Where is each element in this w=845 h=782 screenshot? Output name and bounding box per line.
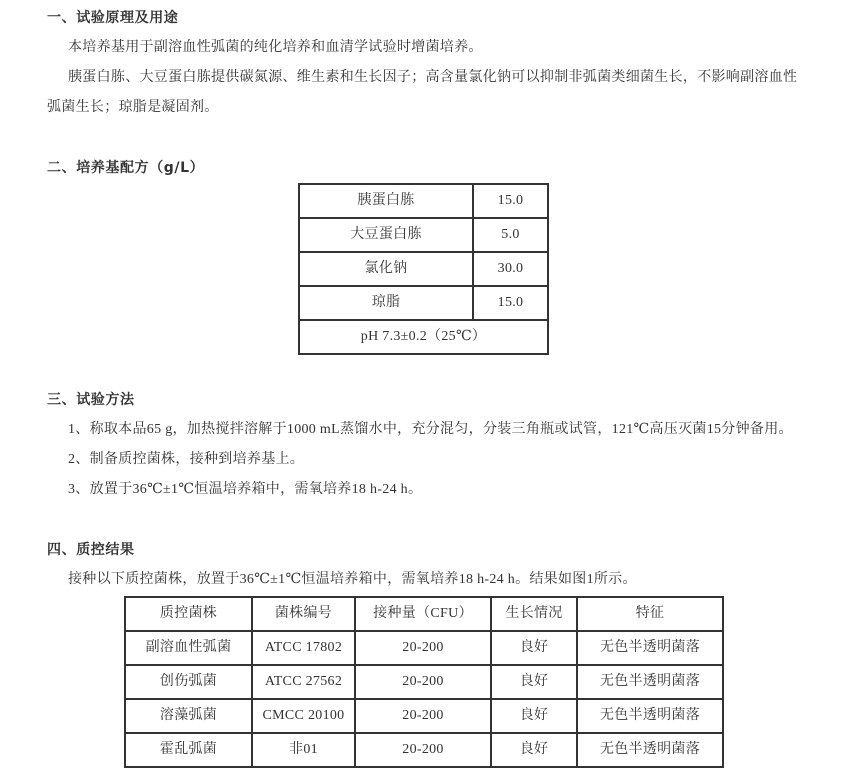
strain-cell: 创伤弧菌	[125, 665, 252, 699]
method-step: 2、制备质控菌株，接种到培养基上。	[68, 452, 305, 467]
formula-ph-row	[299, 320, 548, 354]
characteristics-cell: 无色半透明菌落	[577, 665, 723, 699]
qc-table-header	[125, 597, 723, 631]
qc-table-row	[125, 631, 723, 665]
header-cell-growth: 生长情况	[491, 597, 577, 631]
formula-row	[299, 218, 548, 252]
qc-table-row	[125, 699, 723, 733]
ph-cell: pH 7.3±0.2（25℃）	[299, 320, 548, 354]
formula-row	[299, 252, 548, 286]
principle-paragraph: 胰蛋白胨、大豆蛋白胨提供碳氮源、维生素和生长因子；高含量氯化钠可以抑制非弧菌类细菌生长，不影响副溶血性弧菌生长；琼脂是凝固剂。	[47, 70, 798, 115]
qc-table-row	[125, 665, 723, 699]
header-cell-characteristics: 特征	[577, 597, 723, 631]
qc-intro-paragraph: 接种以下质控菌株，放置于36℃±1℃恒温培养箱中，需氧培养18 h-24 h。结果如图1所示。	[68, 572, 637, 587]
header-cell-strain-id: 菌株编号	[252, 597, 355, 631]
qc-table-row	[125, 733, 723, 767]
inoculum-cell: 20-200	[355, 733, 491, 767]
qc-table	[124, 596, 724, 768]
method-step: 3、放置于36℃±1℃恒温培养箱中，需氧培养18 h-24 h。	[68, 482, 423, 497]
strain-cell: 霍乱弧菌	[125, 733, 252, 767]
principle-paragraph: 本培养基用于副溶血性弧菌的纯化培养和血清学试验时增菌培养。	[68, 40, 483, 55]
inoculum-cell: 20-200	[355, 699, 491, 733]
header-cell-strain: 质控菌株	[125, 597, 252, 631]
formula-table	[298, 183, 549, 355]
qc-results-heading: 四、质控结果	[47, 542, 135, 558]
growth-cell: 良好	[491, 665, 577, 699]
characteristics-cell: 无色半透明菌落	[577, 733, 723, 767]
formula-row	[299, 286, 548, 320]
strain-id-cell: ATCC 17802	[252, 631, 355, 665]
strain-cell: 副溶血性弧菌	[125, 631, 252, 665]
amount-cell: 15.0	[473, 184, 548, 218]
amount-cell: 15.0	[473, 286, 548, 320]
strain-cell: 溶藻弧菌	[125, 699, 252, 733]
characteristics-cell: 无色半透明菌落	[577, 631, 723, 665]
method-heading: 三、试验方法	[47, 392, 135, 408]
ingredient-cell: 大豆蛋白胨	[299, 218, 473, 252]
principle-heading: 一、试验原理及用途	[47, 10, 179, 26]
characteristics-cell: 无色半透明菌落	[577, 699, 723, 733]
ingredient-cell: 氯化钠	[299, 252, 473, 286]
growth-cell: 良好	[491, 631, 577, 665]
amount-cell: 5.0	[473, 218, 548, 252]
formula-heading: 二、培养基配方（g/L）	[47, 160, 205, 176]
strain-id-cell: 非01	[252, 733, 355, 767]
method-step: 1、称取本品65 g，加热搅拌溶解于1000 mL蒸馏水中，充分混匀，分装三角瓶或试管，121℃高压灭菌15分钟备用。	[68, 422, 793, 437]
header-cell-inoculum: 接种量（CFU）	[355, 597, 491, 631]
strain-id-cell: CMCC 20100	[252, 699, 355, 733]
ingredient-cell: 胰蛋白胨	[299, 184, 473, 218]
amount-cell: 30.0	[473, 252, 548, 286]
growth-cell: 良好	[491, 699, 577, 733]
growth-cell: 良好	[491, 733, 577, 767]
ingredient-cell: 琼脂	[299, 286, 473, 320]
strain-id-cell: ATCC 27562	[252, 665, 355, 699]
inoculum-cell: 20-200	[355, 631, 491, 665]
formula-row	[299, 184, 548, 218]
inoculum-cell: 20-200	[355, 665, 491, 699]
